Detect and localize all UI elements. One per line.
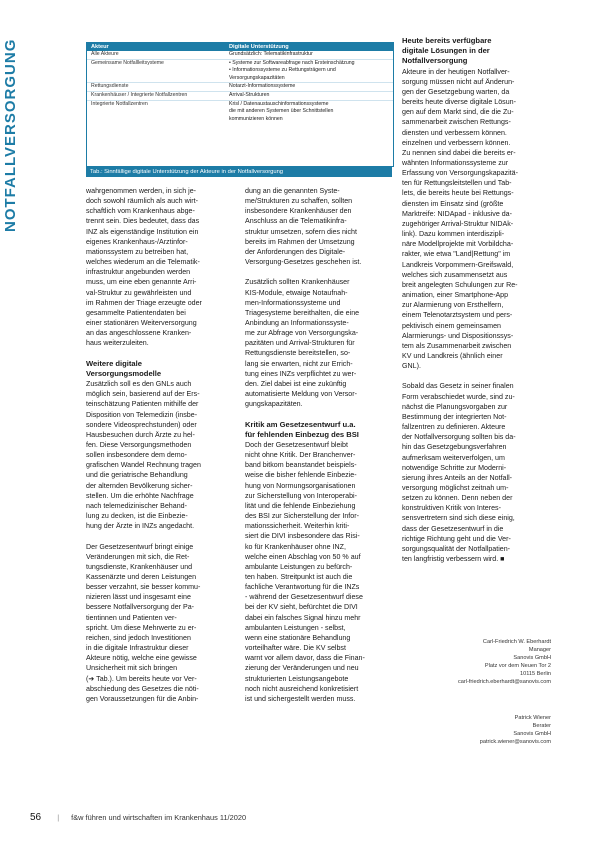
text-line: 10115 Berlin	[520, 671, 551, 677]
text-line: versorgung möglichst zeitnah um-	[402, 484, 509, 492]
text-line: bessere Notfallversorgung der Pa-	[86, 603, 195, 612]
text-line: Bestimmung der integrierten Not-	[402, 412, 507, 421]
text-line: hin das Gesetzgebungsverfahren	[402, 443, 507, 452]
text-line: setzen zu können. Denn neben der	[402, 494, 513, 503]
text-line: nächst die Planungsvorgaben zur	[402, 402, 508, 411]
text-line: hung von Normungsorganisationen	[245, 481, 356, 490]
text-line: Doch der Gesetzesentwurf bleibt	[245, 440, 348, 449]
text-line: der alternden Bevölkerung sicher-	[86, 481, 193, 490]
text-line: näre Modellprojekte mit Vorbildcha-	[402, 240, 514, 249]
text-line: Sobald das Gesetz in seiner finalen	[402, 382, 514, 391]
text-line: Notfallversorgung	[402, 56, 468, 66]
subheading	[402, 36, 552, 67]
text-line: welches sich zusammensetzt aus	[402, 270, 508, 279]
text-line: lung zu decken, ist die Einbezie-	[86, 512, 188, 521]
text-line: tem als Zusammenarbeit zwischen	[402, 341, 512, 350]
text-line: Zu nennen sind dabei die bereits er-	[402, 148, 516, 157]
text-line: ambulanten Leistungen - selbst,	[245, 623, 346, 632]
table-header-actor: Akteur	[91, 44, 109, 50]
table-cell-support: • Systeme zur Softwareabfrage nach Ersteinschätzung	[229, 59, 355, 66]
text-line: Zusätzlich soll es den GNLs auch	[86, 380, 192, 389]
text-line: an das angeschlossene Kranken-	[86, 329, 192, 338]
text-line: animation, einer Smartphone-App	[402, 291, 509, 300]
text-line: gen auf dem Markt sind, die die Zu-	[402, 108, 514, 117]
text-line: wähnten Informationssysteme zur	[402, 159, 509, 168]
author-signature-1	[458, 638, 551, 686]
text-line: der Notfallversorgung sollten bis da-	[402, 433, 516, 442]
text-line: gungskapazitäten.	[245, 400, 303, 409]
text-line: noch nicht ausreichend konkretisiert	[245, 684, 359, 693]
text-line: warnt vor allem davor, dass die Finan-	[245, 654, 365, 663]
text-line: reichen, sind jedoch Investitionen	[86, 633, 191, 642]
text-line: Zusätzlich sollten Krankenhäuser	[245, 278, 350, 287]
subheading	[86, 359, 236, 379]
text-line: weise die bisher fehlende Einbezie-	[245, 471, 357, 480]
text-line: KIS-Module, etwaige Notaufnah-	[245, 288, 348, 297]
table-cell-support: Versorgungskapazitäten	[229, 74, 285, 81]
text-line: welche einen Abschlag von 50 % auf	[245, 552, 361, 561]
text-line: sensvertretern sind sich diese einig,	[402, 514, 515, 523]
text-line: konstruktiven Kritik von Interes-	[402, 504, 501, 513]
text-line: mationssystem zu betreiben hat,	[86, 247, 189, 256]
table-cell-support: • Informationssysteme zu Rettungsträgern und	[229, 67, 336, 74]
text-line: KV und Landkreis (ähnlich einer	[402, 351, 503, 360]
text-line: Manager	[528, 647, 551, 653]
text-line: ten langfristig verbessern wird. ■	[402, 555, 505, 564]
text-line: ambulante Leistungen zu befürch-	[245, 562, 353, 571]
text-line: ist und sichergestellt werden muss.	[245, 694, 356, 703]
text-line: Alarmierungs- und Dispositionssys-	[402, 331, 514, 340]
table-cell-support: Grundsätzlich: Telematikinfrastruktur	[229, 51, 313, 57]
text-line: eigenes Krankenhaus-/Arztinfor-	[86, 237, 188, 246]
table-cell-actor: Gemeinsame Notfallleitsysteme	[91, 59, 164, 66]
text-line: Kassenärzte und deren Leistungen	[86, 573, 197, 581]
table-row	[87, 60, 393, 84]
text-line: strukturierten Leistungsangebote	[245, 674, 349, 683]
text-line: nicht ohne Kritik. Der Branchenver-	[245, 451, 356, 460]
text-line: sollen insbesondere dem demo-	[86, 451, 187, 460]
paragraph	[402, 67, 552, 372]
table-cell-support: kommunizieren können	[229, 115, 283, 122]
text-line: ko für Krankenhäuser ohne INZ,	[245, 542, 346, 551]
text-line: ten haben. Streitpunkt ist auch die	[245, 573, 353, 581]
paragraph	[86, 186, 236, 349]
table-header-support: Digitale Unterstützung	[229, 44, 289, 50]
table-cell-support: die mit anderen Systemen über Schnittstellen	[229, 108, 334, 115]
text-line: me zur Abfrage von Versorgungska-	[245, 329, 359, 338]
table-cell-actor: Integrierte Notfallzentren	[91, 100, 148, 107]
text-column-3	[402, 36, 552, 564]
text-line: sammenarbeit zwischen Rettungs-	[402, 118, 511, 127]
text-line: patrick.wiener@sanovis.com	[479, 739, 551, 745]
text-line: stellen. Um die erhöhte Nachfrage	[86, 491, 194, 500]
text-line: sierung ihres Anteils an der Notfall-	[402, 473, 513, 482]
text-line: Akteure nötig, welche eine gewisse	[86, 654, 197, 663]
text-line: Berater	[532, 723, 551, 729]
text-line: fen. Diese Versorgungsmethoden	[86, 440, 192, 449]
text-line: tung eines INZs verpflichtet zu wer-	[245, 369, 357, 378]
table-row	[87, 83, 393, 92]
text-line: Unsicherheit mit sich bringen	[86, 664, 178, 673]
text-line: Rettungsdienste bereitstellen, so-	[245, 349, 351, 358]
text-line: me/Strukturen zu schaffen, sollten	[245, 197, 353, 206]
text-line: Erfassung von Versorgungskapazitä-	[402, 169, 518, 178]
section-label: NOTFALLVERSORGUNG	[2, 38, 19, 232]
paragraph	[245, 186, 393, 267]
text-line: für fehlenden Einbezug des BSI	[245, 429, 359, 439]
text-line: Kritik am Gesetzesentwurf u.a.	[245, 419, 356, 429]
text-line: wahrgenommen werden, in sich je-	[86, 187, 197, 195]
text-line: dabei ein falsches Signal hinzu mehr	[245, 613, 361, 622]
text-line: abschiedung des Gesetzes die nöti-	[86, 684, 199, 693]
text-line: Weitere digitale	[86, 358, 142, 368]
text-line: möglich sein, basierend auf der Ers-	[86, 390, 200, 399]
text-line: sondere Videosprechstunden) oder	[86, 420, 197, 429]
support-table	[86, 42, 394, 167]
text-line: zur Alarmierung von Ersthelfern,	[402, 301, 504, 310]
paragraph	[245, 440, 393, 704]
text-line: ten für Rettungsleitstellen und Tab-	[402, 179, 512, 188]
section-sidebar	[0, 0, 22, 250]
table-cell-actor: Krankenhäuser / Integrierte Notfallzentren	[91, 91, 188, 98]
text-line: Marktreife: NIDApad - inklusive da-	[402, 209, 512, 218]
text-line: bereits heute diverse digitale Lösun-	[402, 98, 516, 107]
text-line: mationssicherheit. Weiterhin kriti-	[245, 522, 350, 531]
text-line: notwendige Schritte zur Moderni-	[402, 463, 507, 472]
text-line: einem Telenotarztsystem und pers-	[402, 311, 513, 320]
text-line: diensten im Einsatz sind (größte	[402, 199, 504, 208]
text-line: rakter, wie etwa "Land|Rettung" im	[402, 250, 511, 259]
text-line: des BSI zur Sicherstellung der Infor-	[245, 512, 359, 521]
text-line: den. Ziel dabei ist eine zukünftig	[245, 379, 347, 388]
table-cell-support: Notarzt-Informationssysteme	[229, 83, 296, 90]
text-line: aufmerksam weiterverfolgen, um	[402, 453, 505, 462]
text-line: haus weiterzuleiten.	[86, 339, 149, 348]
table-row	[87, 92, 393, 101]
subheading	[245, 420, 393, 440]
text-line: fachliche Verantwortung für die INZs	[245, 583, 360, 592]
text-line: pektivisch einem gemeinsamen	[402, 321, 501, 330]
text-line: - während der Gesetzesentwurf diese	[245, 593, 363, 602]
text-line: einzelnen und verbessern können.	[402, 138, 511, 147]
text-line: digitale Lösungen in der	[402, 46, 490, 56]
text-line: Heute bereits verfügbare	[402, 36, 492, 45]
text-line: schaftlich vom Krankenhaus abge-	[86, 207, 195, 216]
text-line: val-Struktur zu gewährleisten und	[86, 288, 192, 297]
text-line: zugehöriger Arrival-Struktur NIDAk-	[402, 219, 514, 228]
table-row	[87, 101, 393, 124]
paragraph	[86, 379, 236, 531]
page-number: 56	[30, 812, 42, 823]
text-line: Veränderungen mit sich, die Ret-	[86, 552, 190, 561]
table-cell-support: Arrival-Strukturen	[229, 91, 270, 98]
text-line: im Rahmen der Triage erzeugte oder	[86, 298, 202, 307]
text-line: GNL).	[402, 362, 421, 371]
text-line: siert die DIVI insbesondere das Risi-	[245, 532, 360, 541]
text-line: spricht. Um diese Mehrwerte zu er-	[86, 623, 197, 632]
text-line: tungsdienste, Krankenhäuser und	[86, 562, 193, 571]
text-line: grafischen Wandel Rechnung tragen	[86, 461, 201, 470]
text-line: wenn eine stationäre Behandlung	[245, 633, 351, 642]
text-line: vorteilhafter wäre. Die KV selbst	[245, 644, 346, 653]
text-line: pazitäten und Arrival-Strukturen für	[245, 339, 355, 348]
journal-name: f&w führen und wirtschaften im Krankenhaus 11/2020	[71, 813, 247, 822]
text-line: der Anforderungen des Digitale-	[245, 247, 346, 256]
text-line: bereits im Rahmen der Umsetzung	[245, 237, 355, 246]
text-line: breit angelegten Schulungen zur Re-	[402, 280, 518, 289]
text-line: Anschluss an die Telematikinfra-	[245, 217, 347, 226]
text-line: Patrick Wiener	[514, 715, 551, 721]
table-header	[87, 43, 393, 51]
text-line: (➔ Tab.). Um bereits heute vor Ver-	[86, 674, 197, 683]
text-line: fallzentren zu definieren. Akteure	[402, 423, 506, 432]
text-line: trennt sein. Dies bedeutet, dass das	[86, 217, 200, 226]
author-signature-2	[480, 714, 551, 746]
text-line: gen der Gesetzgebung warten, da	[402, 87, 510, 96]
table-row	[87, 51, 393, 60]
text-line: einer stationären Weiterversorgung	[86, 319, 197, 328]
text-line: Disposition von Telemedizin (insbe-	[86, 410, 198, 419]
text-line: Versorgungsmodelle	[86, 368, 162, 378]
text-line: Versorgung-Gesetzes geschehen ist.	[245, 258, 362, 267]
text-line: lang sie erwarten, nicht zur Errich-	[245, 359, 353, 368]
text-column-1	[86, 186, 236, 704]
text-line: teinschätzung Patienten mithilfe der	[86, 400, 199, 409]
text-line: insbesondere Krankenhäuser den	[245, 207, 352, 216]
text-line: besser verzahnt, sie besser kommu-	[86, 583, 201, 592]
text-line: zur Sicherstellung von Interoperabi-	[245, 491, 357, 500]
text-line: hung der Ärzte in INZs angedacht.	[86, 522, 195, 531]
text-line: INZ als eigenständige Institution ein	[86, 227, 199, 236]
text-line: men-Informationssysteme und	[245, 298, 341, 307]
text-line: link). Dazu kommen interdiszipli-	[402, 230, 505, 239]
text-line: nach telemedizinischer Behand-	[86, 501, 187, 510]
text-line: gen Voraussetzungen für die Anbin-	[86, 694, 199, 703]
text-column-2	[245, 186, 393, 704]
paragraph	[86, 542, 236, 705]
text-line: Carl-Friedrich W. Eberhardt	[482, 639, 551, 645]
page-footer	[30, 812, 246, 823]
text-line: Anbindung an Informationssyste-	[245, 319, 349, 328]
table-cell-actor: Alle Akteure	[91, 51, 119, 57]
text-line: gesammelte Patientendaten bei	[86, 308, 186, 317]
text-line: lität und die fehlende Einbeziehung	[245, 501, 356, 510]
text-line: doch sowohl räumlich als auch wirt-	[86, 197, 198, 206]
text-line: dung an die genannten Syste-	[245, 187, 340, 195]
paragraph	[245, 277, 393, 409]
text-line: Platz vor dem Neuen Tor 2	[484, 663, 551, 669]
text-line: band bitkom beanstandet beispiels-	[245, 461, 357, 470]
text-line: muss, um eine eben genannte Arri-	[86, 278, 197, 287]
text-line: sorgung müssen nicht auf Änderun-	[402, 77, 515, 86]
text-line: Form verabschiedet wurde, sind zu-	[402, 392, 515, 401]
text-line: diensten und verbessern können.	[402, 128, 507, 137]
text-line: Landkreis Vorpommern-Greifswald,	[402, 260, 514, 269]
text-line: bei der KV sieht, befürchtet die DIVI	[245, 603, 358, 612]
table-cell-actor: Rettungsdienste	[91, 83, 129, 90]
text-line: automatisierte Meldung von Versor-	[245, 390, 357, 399]
text-line: lets, die bereits heute bei Rettungs-	[402, 189, 514, 198]
text-line: und die geriatrische Behandlung	[86, 471, 188, 480]
text-line: sorgungsqualität der Notfallpatien-	[402, 544, 511, 553]
text-line: Sanovis GmbH	[513, 655, 551, 661]
text-line: in die digitale Infrastruktur dieser	[86, 644, 189, 653]
text-line: struktur umsetzen, sofern dies nicht	[245, 227, 357, 236]
footer-separator: |	[57, 813, 60, 822]
text-line: welches wiederum an die Telematik-	[86, 258, 200, 267]
text-line: Triagesysteme bereithalten, die eine	[245, 308, 360, 317]
text-line: nizieren lässt und insgesamt eine	[86, 593, 191, 602]
text-line: carl-friedrich.eberhardt@sanovis.com	[457, 679, 551, 685]
text-line: infrastruktur angebunden werden	[86, 268, 191, 277]
text-line: richtige Richtung geht und die Ver-	[402, 534, 511, 543]
text-line: tientinnen und Patienten ver-	[86, 613, 177, 622]
text-line: zierung der Veränderungen und neu	[245, 664, 359, 673]
table-cell-support: Krisl / Datenaustauschinformationssysteme	[229, 100, 329, 107]
text-line: dass der Gesetzesentwurf in die	[402, 524, 504, 533]
text-line: Akteure in der heutigen Notfallver-	[402, 67, 510, 76]
text-line: Der Gesetzesentwurf bringt einige	[86, 542, 194, 551]
text-line: Hausbesuchen durch Ärzte zu hel-	[86, 430, 195, 439]
table-caption: Tab.: Sinnfällige digitale Unterstützung der Akteure in der Notfallversorgung	[86, 167, 392, 177]
text-line: Sanovis GmbH	[513, 731, 551, 737]
paragraph	[402, 381, 552, 564]
